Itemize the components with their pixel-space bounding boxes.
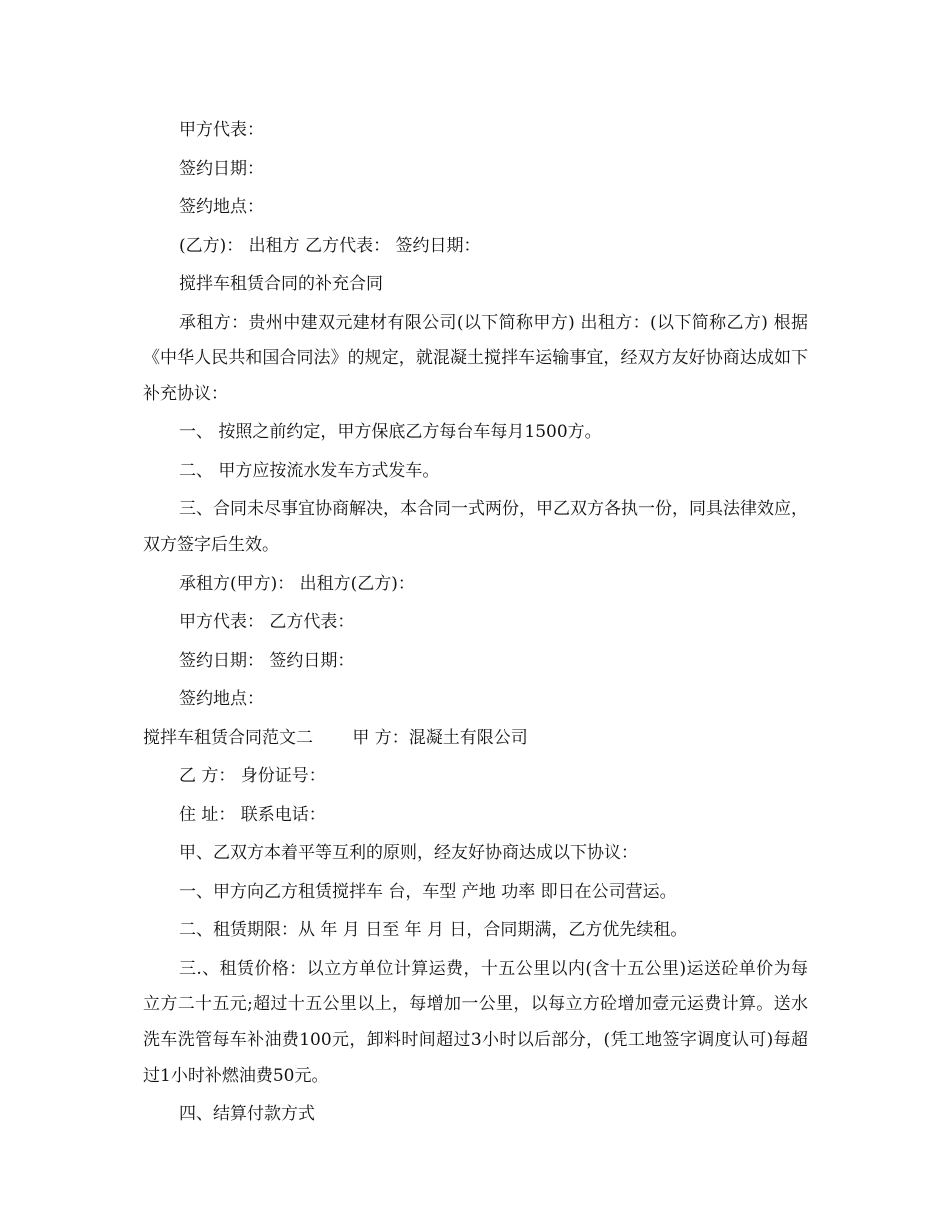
- clause-item: 三、合同未尽事宜协商解决，本合同一式两份，甲乙双方各执一份，同具法律效应，双方签字后生效。: [143, 499, 808, 556]
- clause-item: 二、租赁期限：从 年 月 日至 年 月 日，合同期满，乙方优先续租。: [179, 920, 688, 941]
- party-line: 乙 方： 身份证号：: [179, 766, 326, 787]
- clause-item: 二、 甲方应按流水发车方式发车。: [179, 460, 440, 481]
- clause-item: 四、结算付款方式: [179, 1104, 315, 1125]
- signature-line: 签约地点：: [179, 689, 264, 710]
- signature-line: 签约日期： 签约日期：: [179, 650, 355, 671]
- section-heading: 搅拌车租赁合同范文二 甲 方：混凝土有限公司: [143, 727, 528, 748]
- clause-item: 一、甲方向乙方租赁搅拌车 台，车型 产地 功率 即日在公司营运。: [179, 881, 677, 902]
- paragraph: 签约地点：: [179, 197, 264, 217]
- party-line: 住 址： 联系电话：: [179, 804, 326, 825]
- paragraph: 承租方：贵州中建双元建材有限公司(以下简称甲方) 出租方：(以下简称乙方) 根据《中华人民共和国合同法》的规定，就混凝土搅拌车运输事宜，经双方友好协商达成如下补充协议：: [143, 312, 808, 404]
- section-heading: 搅拌车租赁合同的补充合同: [179, 274, 383, 294]
- paragraph: 签约日期：: [179, 158, 264, 179]
- document-body: [143, 113, 808, 1136]
- clause-item: 一、 按照之前约定，甲方保底乙方每台车每月1500方。: [179, 422, 602, 443]
- clause-item: 三.、租赁价格：以立方单位计算运费，十五公里以内(含十五公里)运送砼单价为每立方二十五元;超过十五公里以上，每增加一公里，以每立方砼增加壹元运费计算。送水洗车洗管每车补油费100元，卸料时间超过3小时以后部分，(凭工地签字调度认可)每超过1小时补燃油费50元。: [143, 958, 808, 1086]
- paragraph: (乙方)： 出租方 乙方代表： 签约日期：: [179, 235, 481, 256]
- paragraph: 甲、乙双方本着平等互利的原则，经友好协商达成以下协议：: [179, 843, 638, 864]
- signature-line: 承租方(甲方)： 出租方(乙方)：: [179, 573, 415, 594]
- signature-line: 甲方代表： 乙方代表：: [179, 612, 355, 633]
- paragraph: 甲方代表：: [179, 120, 264, 140]
